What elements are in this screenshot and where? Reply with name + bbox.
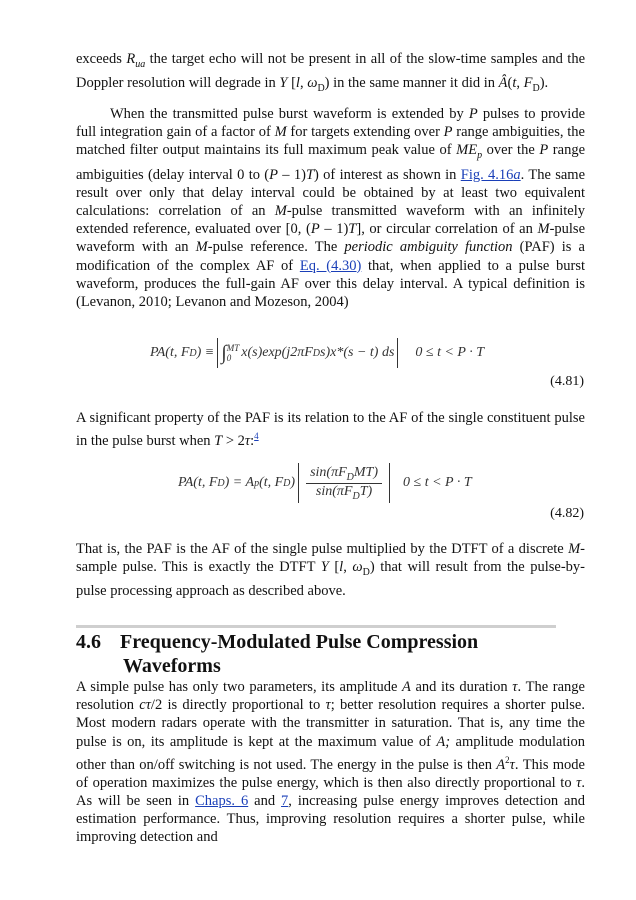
section-rule xyxy=(76,625,556,628)
chapter-7-link[interactable]: 7 xyxy=(281,793,289,810)
section-title: Frequency-Modulated Pulse Compression xyxy=(120,631,479,653)
equation-link[interactable]: Eq. (4.30) xyxy=(299,257,362,274)
paragraph-4: That is, the PAF is the AF of the single pulse multiplied by the DTFT of a discrete M-sample pulse. This is exactly the DTFT Y [l, $\omega_D$) that will result from the pulse-by-pulse processing approach as described above. xyxy=(76,541,585,600)
equation-4-82: PA(t, F D ) = A p (t, F D ) $\frac{\sin(\pi F_DMT)}{\sin(\pi F_DT)}$ 0 ≤ t < P · T xyxy=(178,464,472,502)
paragraph-1: exceeds $R_{ua}$ the target echo will not be present in all of the slow-time samples and the Doppler resolution will degrade in Y [l, $\omega_D$) in the same manner it did in Â(t, $F_D$). xyxy=(76,51,585,94)
footnote-link[interactable]: 4 xyxy=(254,431,259,442)
figure-link[interactable]: Fig. 4.16a xyxy=(460,166,521,183)
section-heading xyxy=(76,630,576,678)
section-number: 4.6 xyxy=(76,631,101,653)
chapter-6-link[interactable]: Chaps. 6 xyxy=(195,793,249,810)
section-title-continued: Waveforms xyxy=(123,655,221,677)
equation-4-81: PA(t, F D ) ≡ ∫ MT 0 x(s)exp(j2πF D s)x*(s − t) ds 0 ≤ t < P · T xyxy=(150,338,484,368)
paragraph-5: A simple pulse has only two parameters, its amplitude A and its duration τ. The range resolution cτ/2 is directly proportional to τ; better resolution requires a shorter pulse. Most modern radars operate with the transmitter in saturation. That is, any time the pulse is on, its amplitude is kept at the maximum value of A; amplitude modulation other than on/off switching is not used. The energy in the pulse is then $A^2\tau$. This mode of operation maximizes the pulse energy, which is then also directly proportional to τ. As will be seen in Chaps. 6 and 7, increasing pulse energy improves detection and estimation performance. Thus, improving resolution requires a shorter pulse, while improving detection and xyxy=(76,679,585,846)
equation-number-4-81: (4.81) xyxy=(550,374,584,389)
paragraph-3: A significant property of the PAF is its relation to the AF of the single constituent pulse in the pulse burst when T > 2τ:$^4$ xyxy=(76,410,585,450)
equation-number-4-82: (4.82) xyxy=(550,506,584,521)
paragraph-2: When the transmitted pulse burst waveform is extended by P pulses to provide full integration gain of a factor of M for targets extending over P range ambiguities, the matched filter output maintains its full maximum peak value of $ME_p$ over the P range ambiguities (delay interval 0 to (P – 1)T) of interest as shown in Fig. 4.16a. The same result over only that delay interval could be obtained by at least two equivalent calculations: correlation of an M-pulse transmitted waveform with an infinitely extended reference, evaluated over [0, (P – 1)T], or circular correlation of an M-pulse waveform with an M-pulse reference. The periodic ambiguity function (PAF) is a modification of the complex AF of Eq. (4.30) that, when applied to a pulse burst waveform, produces the full-gain AF over this delay interval. A typical definition is (Levanon, 2010; Levanon and Mozeson, 2004) xyxy=(76,106,586,310)
